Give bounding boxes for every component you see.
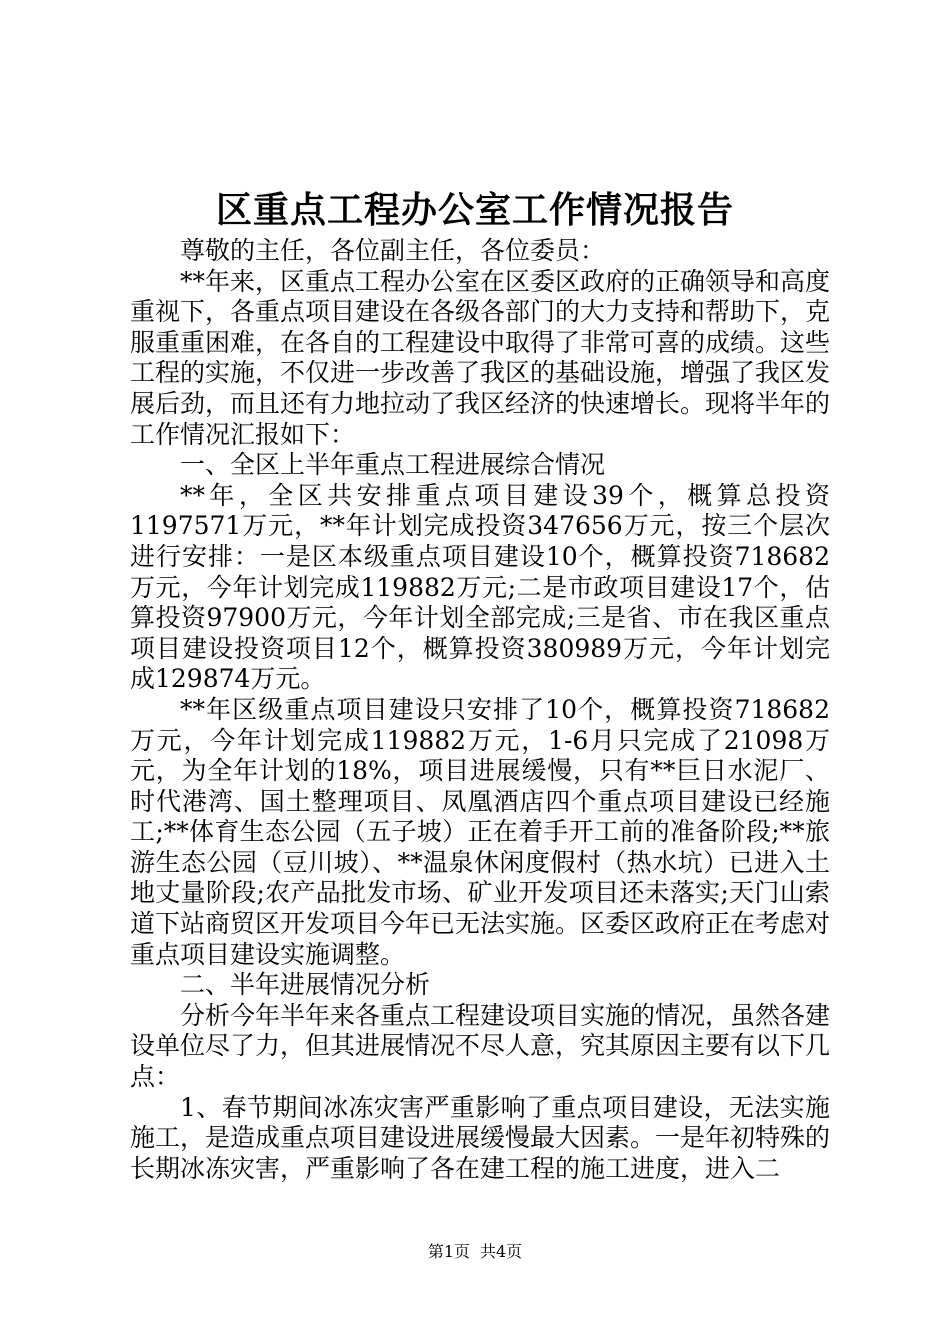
analysis-point-1-paragraph: 1、春节期间冰冻灾害严重影响了重点项目建设，无法实施施工，是造成重点项目建设进展缓慢最大因素。一是年初特殊的长期冰冻灾害，严重影响了各在建工程的施工进度，进入二 xyxy=(130,1092,831,1183)
page-total: 共4页 xyxy=(480,1242,523,1261)
document-body xyxy=(130,236,830,1184)
salutation-paragraph: 尊敬的主任，各位副主任，各位委员： xyxy=(180,236,606,265)
district-progress-paragraph: **年区级重点项目建设只安排了10个，概算投资718682万元，今年计划完成119882万元，1-6月只完成了21098万元，为全年计划的18%，项目进展缓慢，只有**巨日水泥厂、时代港湾、国土整理项目、凤凰酒店四个重点项目建设已经施工;**体育生态公园（五子坡）正在着手开工前的准备阶段;**旅游生态公园（豆川坡）、**温泉休闲度假村（热水坑）已进入土地丈量阶段;农产品批发市场、矿业开发项目还未落实;天门山索道下站商贸区开发项目今年已无法实施。区委区政府正在考虑对重点项目建设实施调整。 xyxy=(130,694,831,969)
analysis-intro-paragraph: 分析今年半年来各重点工程建设项目实施的情况，虽然各建设单位尽了力，但其进展情况不尽人意，究其原因主要有以下几点： xyxy=(130,1000,831,1092)
intro-paragraph: **年来，区重点工程办公室在区委区政府的正确领导和高度重视下，各重点项目建设在各级各部门的大力支持和帮助下，克服重重困难，在各自的工程建设中取得了非常可喜的成绩。这些工程的实施，不仅进一步改善了我区的基础设施，增强了我区发展后劲，而且还有力地拉动了我区经济的快速增长。现将半年的工作情况汇报如下： xyxy=(130,266,831,449)
document-title: 区重点工程办公室工作情况报告 xyxy=(215,189,734,231)
page-footer xyxy=(0,1240,950,1264)
section-heading-2: 二、半年进展情况分析 xyxy=(180,970,431,1000)
section-heading-1: 一、全区上半年重点工程进展综合情况 xyxy=(180,450,606,480)
investment-summary-paragraph: **年，全区共安排重点项目建设39个，概算总投资1197571万元，**年计划完成投资347656万元，按三个层次进行安排：一是区本级重点项目建设10个，概算投资718682万元，今年计划完成119882万元;二是市政项目建设17个，估算投资97900万元，今年计划全部完成;三是省、市在我区重点项目建设投资项目12个，概算投资380989万元，今年计划完成129874万元。 xyxy=(130,480,830,694)
page-number: 第1页 xyxy=(427,1242,470,1261)
